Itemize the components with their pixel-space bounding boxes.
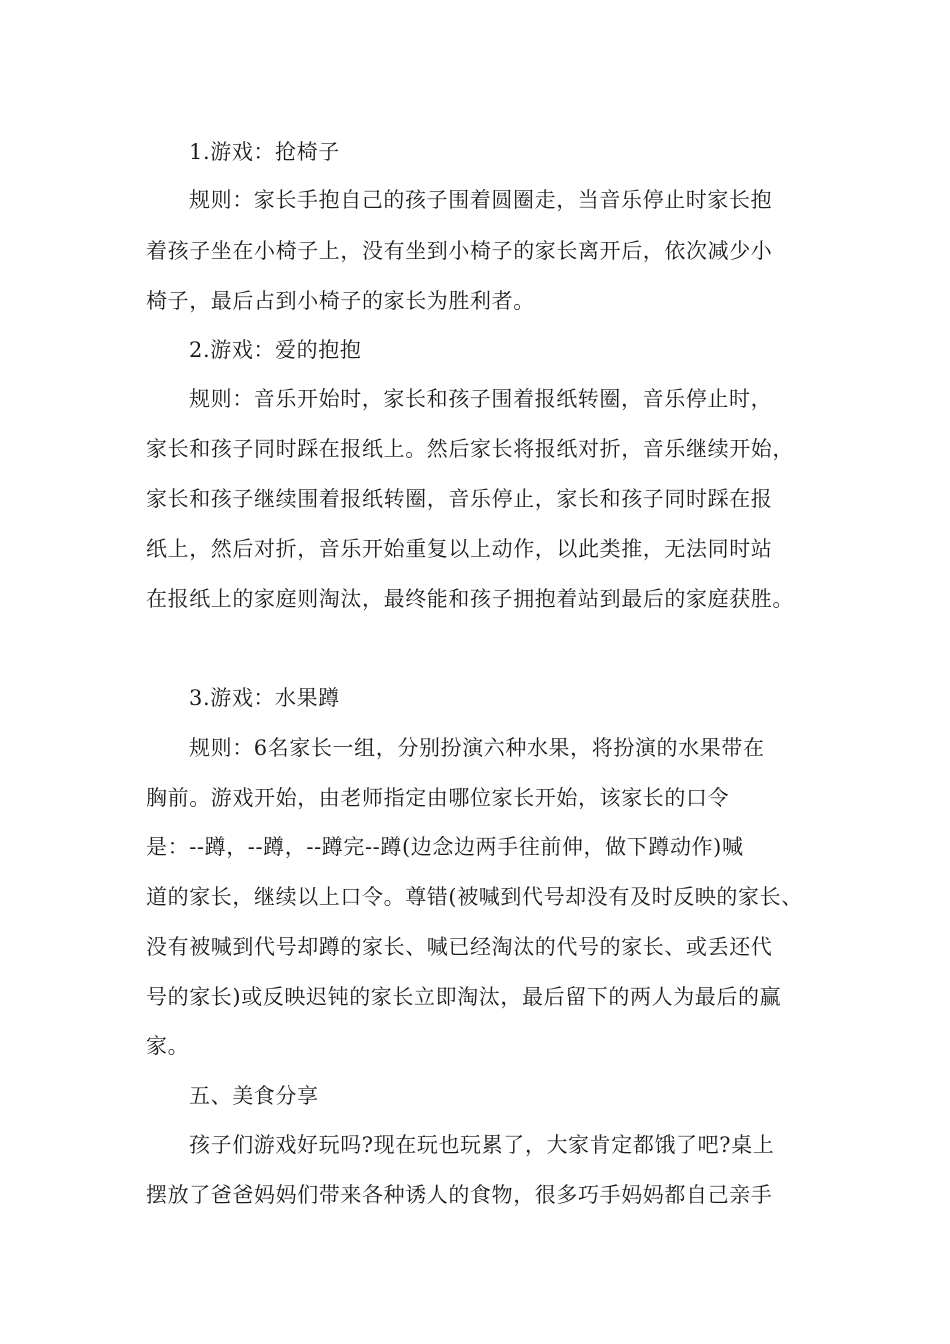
paragraph-line: 家长和孩子同时踩在报纸上。然后家长将报纸对折，音乐继续开始， [146, 437, 794, 461]
paragraph-line: 纸上，然后对折，音乐开始重复以上动作，以此类推，无法同时站 [146, 537, 773, 561]
paragraph-line: 孩子们游戏好玩吗?现在玩也玩累了，大家肯定都饿了吧?桌上 [189, 1133, 775, 1157]
paragraph-line: 号的家长)或反映迟钝的家长立即淘汰，最后留下的两人为最后的赢 [146, 985, 782, 1009]
paragraph-line: 规则：音乐开始时，家长和孩子围着报纸转圈，音乐停止时， [189, 387, 773, 411]
paragraph-line: 在报纸上的家庭则淘汰，最终能和孩子拥抱着站到最后的家庭获胜。 [146, 587, 794, 611]
paragraph-line: 是：--蹲，--蹲，--蹲完--蹲(边念边两手往前伸，做下蹲动作)喊 [146, 835, 744, 859]
section-heading: 2.游戏：爱的抱抱 [189, 338, 362, 362]
paragraph-line: 道的家长，继续以上口令。尊错(被喊到代号却没有及时反映的家长、 [146, 885, 803, 909]
paragraph-line: 规则：6名家长一组，分别扮演六种水果，将扮演的水果带在 [189, 736, 765, 760]
paragraph-line: 规则：家长手抱自己的孩子围着圆圈走，当音乐停止时家长抱 [189, 188, 773, 212]
paragraph-line: 着孩子坐在小椅子上，没有坐到小椅子的家长离开后，依次减少小 [146, 239, 773, 263]
paragraph-line: 胸前。游戏开始，由老师指定由哪位家长开始，该家长的口令 [146, 786, 730, 810]
paragraph-line: 椅子，最后占到小椅子的家长为胜利者。 [146, 289, 535, 313]
paragraph-line: 家长和孩子继续围着报纸转圈，音乐停止，家长和孩子同时踩在报 [146, 487, 773, 511]
section-heading: 五、美食分享 [189, 1084, 319, 1108]
paragraph-line: 摆放了爸爸妈妈们带来各种诱人的食物，很多巧手妈妈都自己亲手 [146, 1183, 773, 1207]
paragraph-line: 没有被喊到代号却蹲的家长、喊已经淘汰的代号的家长、或丢还代 [146, 935, 773, 959]
paragraph-line: 家。 [146, 1034, 190, 1058]
section-heading: 3.游戏：水果蹲 [189, 686, 340, 710]
section-heading: 1.游戏：抢椅子 [189, 140, 340, 164]
